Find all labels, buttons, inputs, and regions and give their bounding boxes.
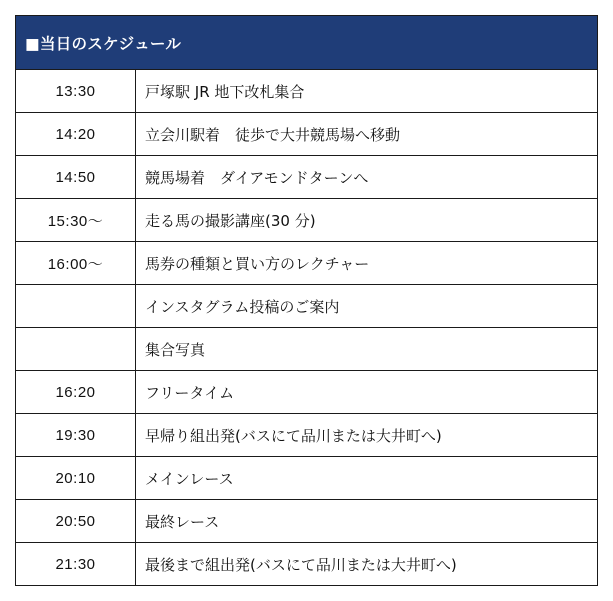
time-cell: 13:30 xyxy=(16,70,136,113)
time-cell: 16:00～ xyxy=(16,242,136,285)
event-cell: 集合写真 xyxy=(136,328,598,371)
event-cell: 立会川駅着 徒歩で大井競馬場へ移動 xyxy=(136,113,598,156)
time-cell: 19:30 xyxy=(16,414,136,457)
schedule-row xyxy=(16,285,598,328)
time-cell xyxy=(16,328,136,371)
schedule-row xyxy=(16,199,598,242)
schedule-row xyxy=(16,371,598,414)
time-cell xyxy=(16,285,136,328)
event-cell: フリータイム xyxy=(136,371,598,414)
event-cell: 最後まで組出発(バスにて品川または大井町へ) xyxy=(136,543,598,586)
schedule-row xyxy=(16,414,598,457)
time-cell: 14:20 xyxy=(16,113,136,156)
time-cell: 15:30～ xyxy=(16,199,136,242)
event-cell: 競馬場着 ダイアモンドターンへ xyxy=(136,156,598,199)
event-cell: メインレース xyxy=(136,457,598,500)
event-cell: 戸塚駅 JR 地下改札集合 xyxy=(136,70,598,113)
event-cell: 最終レース xyxy=(136,500,598,543)
time-cell: 14:50 xyxy=(16,156,136,199)
time-cell: 20:50 xyxy=(16,500,136,543)
event-cell: 馬券の種類と買い方のレクチャー xyxy=(136,242,598,285)
schedule-row xyxy=(16,70,598,113)
schedule-row xyxy=(16,457,598,500)
schedule-row xyxy=(16,328,598,371)
schedule-row xyxy=(16,500,598,543)
schedule-header-row xyxy=(16,16,598,70)
event-cell: インスタグラム投稿のご案内 xyxy=(136,285,598,328)
schedule-row xyxy=(16,543,598,586)
event-cell: 早帰り組出発(バスにて品川または大井町へ) xyxy=(136,414,598,457)
schedule-table xyxy=(15,15,598,586)
schedule-title: ■当日のスケジュール xyxy=(16,16,598,70)
event-cell: 走る馬の撮影講座(30 分) xyxy=(136,199,598,242)
schedule-row xyxy=(16,156,598,199)
time-cell: 20:10 xyxy=(16,457,136,500)
schedule-row xyxy=(16,242,598,285)
schedule-row xyxy=(16,113,598,156)
time-cell: 16:20 xyxy=(16,371,136,414)
time-cell: 21:30 xyxy=(16,543,136,586)
